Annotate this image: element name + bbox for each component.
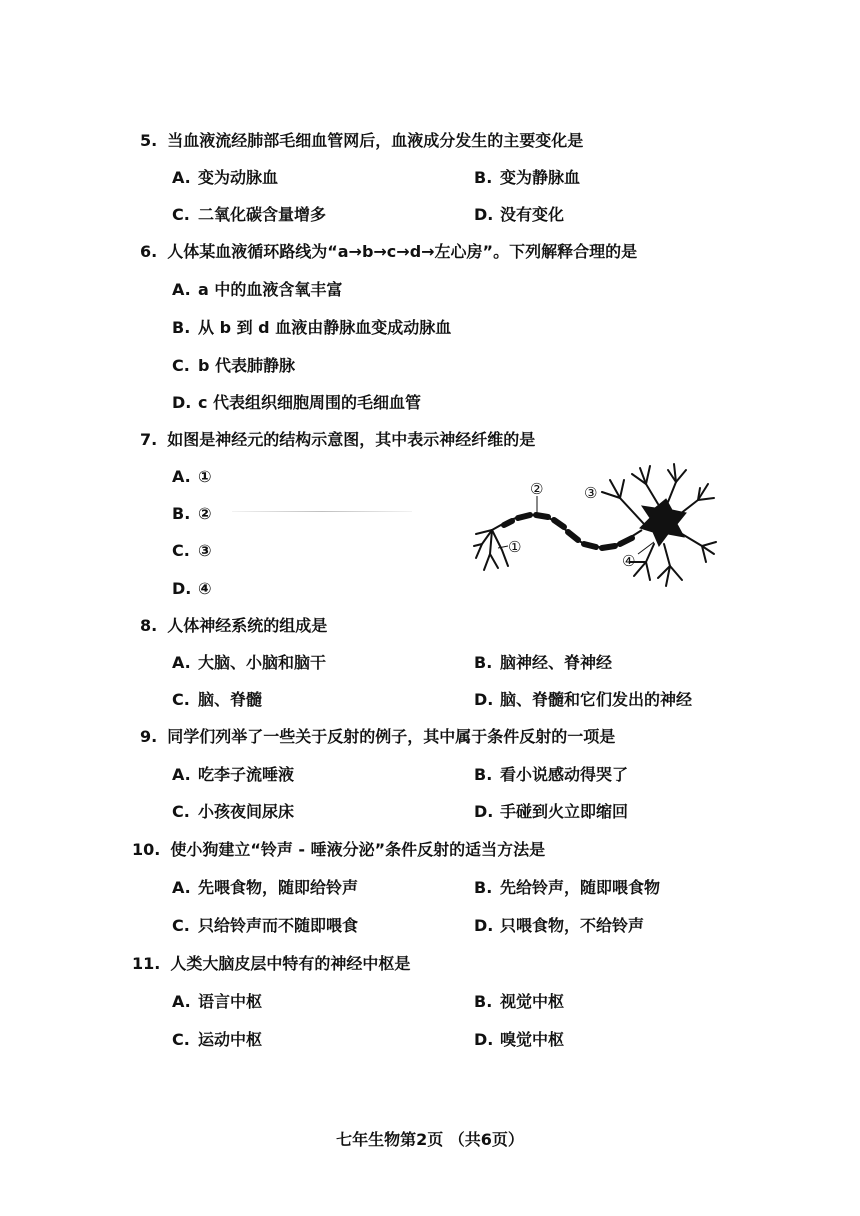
question-7 — [140, 430, 535, 450]
q7-option-c — [172, 541, 212, 561]
option-letter: C. — [172, 205, 190, 224]
figure-labels — [508, 480, 635, 570]
option-text: 先喂食物，随即给铃声 — [198, 878, 359, 897]
q7-option-d — [172, 579, 212, 599]
question-10 — [132, 840, 545, 860]
q11-option-c — [172, 1030, 262, 1050]
question-9 — [140, 727, 615, 747]
q5-option-c — [172, 205, 326, 225]
option-text: 脑、脊髓和它们发出的神经 — [500, 690, 693, 709]
cell-body — [640, 499, 686, 546]
neuron-diagram — [470, 458, 720, 598]
axon-terminals — [474, 530, 508, 570]
q5-option-a — [172, 168, 278, 188]
q6-option-d — [172, 393, 421, 413]
option-letter: D. — [474, 690, 494, 709]
option-text: 视觉中枢 — [500, 992, 565, 1011]
option-text: ④ — [198, 579, 212, 598]
option-text: 看小说感动得哭了 — [500, 765, 629, 784]
q10-option-d — [474, 916, 644, 936]
question-stem: 人体某血液循环路线为“a→b→c→d→左心房”。下列解释合理的是 — [167, 242, 638, 261]
option-letter: C. — [172, 916, 190, 935]
question-number: 8. — [140, 616, 158, 635]
option-text: 二氧化碳含量增多 — [198, 205, 327, 224]
q11-option-a — [172, 992, 262, 1012]
q6-option-b — [172, 318, 451, 338]
option-letter: D. — [172, 579, 192, 598]
q8-option-a — [172, 653, 326, 673]
question-11 — [132, 954, 410, 974]
question-stem: 如图是神经元的结构示意图，其中表示神经纤维的是 — [167, 430, 536, 449]
option-letter: C. — [172, 690, 190, 709]
option-letter: D. — [474, 916, 494, 935]
option-letter: A. — [172, 878, 191, 897]
question-number: 9. — [140, 727, 158, 746]
question-stem: 人类大脑皮层中特有的神经中枢是 — [170, 954, 411, 973]
option-letter: C. — [172, 356, 190, 375]
option-letter: B. — [474, 168, 493, 187]
option-text: 语言中枢 — [198, 992, 263, 1011]
option-text: b 代表肺静脉 — [198, 356, 296, 375]
option-text: ② — [198, 504, 212, 523]
option-letter: D. — [172, 393, 192, 412]
q9-option-c — [172, 802, 294, 822]
label-circle-3: ③ — [584, 484, 598, 502]
option-text: 运动中枢 — [198, 1030, 263, 1049]
question-stem: 同学们列举了一些关于反射的例子，其中属于条件反射的一项是 — [167, 727, 616, 746]
option-text: 变为动脉血 — [198, 168, 279, 187]
option-text: 先给铃声，随即喂食物 — [500, 878, 661, 897]
q8-option-d — [474, 690, 692, 710]
question-number: 7. — [140, 430, 158, 449]
q5-option-b — [474, 168, 580, 188]
q5-option-d — [474, 205, 564, 225]
label-circle-1: ① — [508, 538, 522, 556]
page-footer: 七年生物第2页 （共6页） — [336, 1130, 524, 1149]
q9-option-d — [474, 802, 628, 822]
question-stem: 当血液流经肺部毛细血管网后，血液成分发生的主要变化是 — [167, 131, 584, 150]
option-text: 只喂食物，不给铃声 — [500, 916, 645, 935]
option-text: 没有变化 — [500, 205, 565, 224]
option-text: c 代表组织细胞周围的毛细血管 — [198, 393, 422, 412]
option-letter: C. — [172, 1030, 190, 1049]
question-stem: 人体神经系统的组成是 — [167, 616, 328, 635]
option-letter: B. — [474, 653, 493, 672]
option-text: 嗅觉中枢 — [500, 1030, 565, 1049]
option-text: 脑神经、脊神经 — [500, 653, 613, 672]
question-number: 11. — [132, 954, 161, 973]
q6-option-a — [172, 280, 342, 300]
option-text: ③ — [198, 541, 212, 560]
option-letter: A. — [172, 765, 191, 784]
question-number: 6. — [140, 242, 158, 261]
option-letter: A. — [172, 653, 191, 672]
q10-option-a — [172, 878, 358, 898]
q11-option-d — [474, 1030, 564, 1050]
question-8 — [140, 616, 327, 636]
option-letter: D. — [474, 205, 494, 224]
option-letter: A. — [172, 992, 191, 1011]
option-letter: C. — [172, 541, 190, 560]
option-letter: D. — [474, 1030, 494, 1049]
option-letter: A. — [172, 280, 191, 299]
label-circle-2: ② — [530, 480, 544, 498]
option-letter: A. — [172, 467, 191, 486]
option-letter: B. — [474, 765, 493, 784]
q9-option-a — [172, 765, 294, 785]
option-text: 从 b 到 d 血液由静脉血变成动脉血 — [198, 318, 452, 337]
option-text: ① — [198, 467, 212, 486]
label-circle-4: ④ — [622, 552, 636, 570]
option-letter: C. — [172, 802, 190, 821]
q8-option-c — [172, 690, 262, 710]
option-text: 只给铃声而不随即喂食 — [198, 916, 359, 935]
option-text: 小孩夜间尿床 — [198, 802, 295, 821]
option-letter: B. — [172, 318, 191, 337]
option-text: 手碰到火立即缩回 — [500, 802, 629, 821]
question-number: 5. — [140, 131, 158, 150]
question-stem: 使小狗建立“铃声 - 唾液分泌”条件反射的适当方法是 — [170, 840, 546, 859]
question-5 — [140, 131, 583, 151]
option-letter: B. — [474, 992, 493, 1011]
option-text: 吃李子流唾液 — [198, 765, 295, 784]
question-number: 10. — [132, 840, 161, 859]
q11-option-b — [474, 992, 564, 1012]
option-letter: D. — [474, 802, 494, 821]
q6-option-c — [172, 356, 295, 376]
q7-option-b — [172, 504, 212, 524]
option-text: 大脑、小脑和脑干 — [198, 653, 327, 672]
option-letter: A. — [172, 168, 191, 187]
q8-option-b — [474, 653, 612, 673]
scan-artifact-line — [232, 511, 412, 512]
myelin-sheath — [504, 515, 632, 548]
option-letter: B. — [172, 504, 191, 523]
q10-option-c — [172, 916, 358, 936]
option-text: 变为静脉血 — [500, 168, 581, 187]
q10-option-b — [474, 878, 660, 898]
q9-option-b — [474, 765, 628, 785]
question-6 — [140, 242, 637, 262]
q7-option-a — [172, 467, 212, 487]
option-text: a 中的血液含氧丰富 — [198, 280, 343, 299]
option-text: 脑、脊髓 — [198, 690, 263, 709]
option-letter: B. — [474, 878, 493, 897]
